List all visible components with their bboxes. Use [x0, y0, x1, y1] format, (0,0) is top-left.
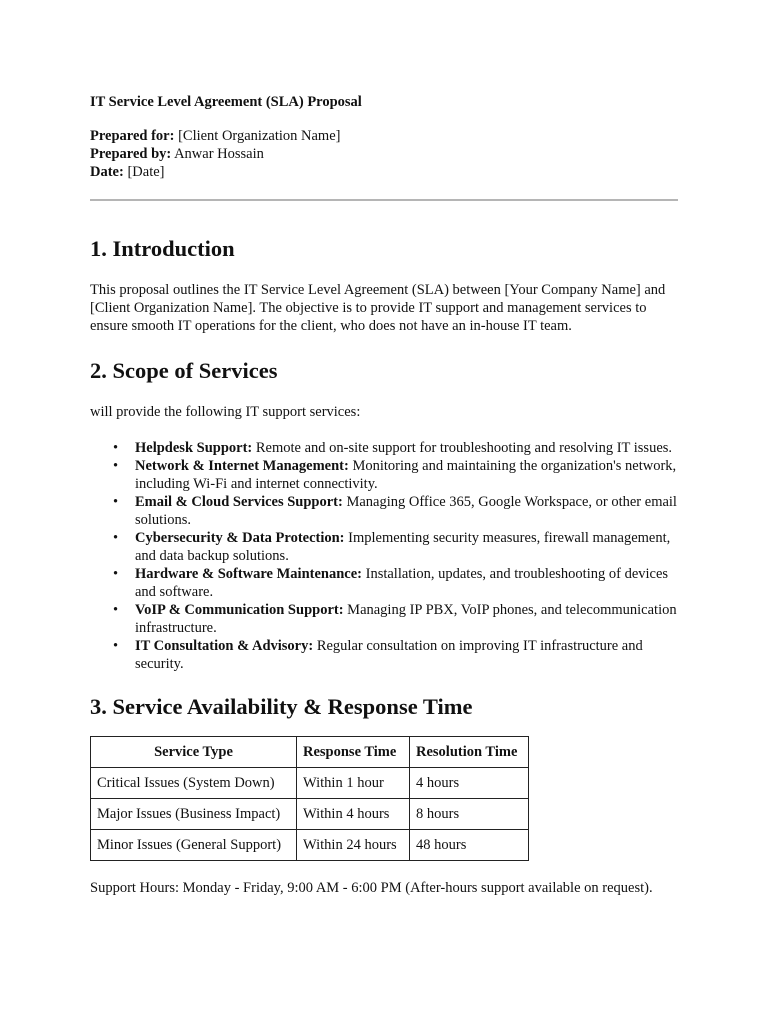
bullet-icon: •	[113, 458, 119, 474]
table-cell: 8 hours	[410, 799, 529, 830]
list-item	[113, 601, 680, 637]
service-title: Network & Internet Management:	[135, 458, 349, 474]
table-cell: Minor Issues (General Support)	[91, 830, 297, 861]
service-title: IT Consultation & Advisory:	[135, 638, 314, 654]
bullet-icon: •	[113, 530, 119, 546]
section-heading-scope: 2. Scope of Services	[90, 358, 278, 383]
bullet-icon: •	[113, 638, 119, 654]
service-title: VoIP & Communication Support:	[135, 602, 344, 618]
meta-prepared-by	[90, 145, 680, 163]
section-heading-availability: 3. Service Availability & Response Time	[90, 694, 473, 719]
meta-date	[90, 163, 680, 181]
support-hours-text: Support Hours: Monday - Friday, 9:00 AM - 6:00 PM (After-hours support available on request).	[90, 880, 653, 896]
meta-prepared-for	[90, 127, 680, 145]
section-heading-introduction: 1. Introduction	[90, 236, 235, 261]
column-header-resolution-time: Resolution Time	[410, 737, 529, 768]
service-title: Hardware & Software Maintenance:	[135, 566, 362, 582]
table-cell: Critical Issues (System Down)	[91, 768, 297, 799]
introduction-paragraph: This proposal outlines the IT Service Level Agreement (SLA) between [Your Company Name] and [Client Organization Name]. The objective is to provide IT support and management services to ensure smooth IT operations for the client, who does not have an in-house IT team.	[90, 282, 666, 334]
table-row	[91, 799, 529, 830]
list-item	[113, 439, 680, 457]
sla-table	[90, 736, 529, 861]
bullet-icon: •	[113, 566, 119, 582]
document-meta	[90, 127, 680, 181]
list-item	[113, 493, 680, 529]
meta-value: [Client Organization Name]	[178, 128, 341, 144]
service-description: Managing Office 365, Google Workspace, or other email solutions.	[135, 494, 677, 528]
service-title: Email & Cloud Services Support:	[135, 494, 343, 510]
document-page	[90, 93, 680, 897]
meta-label: Prepared for:	[90, 128, 175, 144]
document-title: IT Service Level Agreement (SLA) Proposal	[90, 94, 362, 110]
service-description: Installation, updates, and troubleshooting of devices and software.	[135, 566, 669, 600]
service-description: Implementing security measures, firewall management, and data backup solutions.	[135, 530, 671, 564]
list-item	[113, 565, 680, 601]
table-cell: Within 1 hour	[297, 768, 410, 799]
table-cell: 4 hours	[410, 768, 529, 799]
table-cell: Major Issues (Business Impact)	[91, 799, 297, 830]
table-row	[91, 768, 529, 799]
service-title: Cybersecurity & Data Protection:	[135, 530, 345, 546]
service-description: Regular consultation on improving IT infrastructure and security.	[135, 638, 643, 672]
column-header-service-type: Service Type	[91, 737, 297, 768]
list-item	[113, 637, 680, 673]
table-row	[91, 830, 529, 861]
list-item	[113, 529, 680, 565]
service-description: Remote and on-site support for troubleshooting and resolving IT issues.	[255, 440, 673, 456]
meta-label: Date:	[90, 164, 124, 180]
service-title: Helpdesk Support:	[135, 440, 253, 456]
service-description: Managing IP PBX, VoIP phones, and telecommunication infrastructure.	[135, 602, 677, 636]
table-cell: Within 24 hours	[297, 830, 410, 861]
meta-value: Anwar Hossain	[174, 146, 264, 162]
meta-label: Prepared by:	[90, 146, 172, 162]
table-header-row	[91, 737, 529, 768]
services-list	[90, 439, 680, 673]
list-item	[113, 457, 680, 493]
meta-value: [Date]	[127, 164, 165, 180]
bullet-icon: •	[113, 602, 119, 618]
column-header-response-time: Response Time	[297, 737, 410, 768]
bullet-icon: •	[113, 440, 119, 456]
table-cell: 48 hours	[410, 830, 529, 861]
table-cell: Within 4 hours	[297, 799, 410, 830]
horizontal-divider	[90, 199, 678, 201]
bullet-icon: •	[113, 494, 119, 510]
scope-lead-text: will provide the following IT support services:	[90, 404, 361, 420]
service-description: Monitoring and maintaining the organization's network, including Wi-Fi and internet connectivity.	[135, 458, 677, 492]
